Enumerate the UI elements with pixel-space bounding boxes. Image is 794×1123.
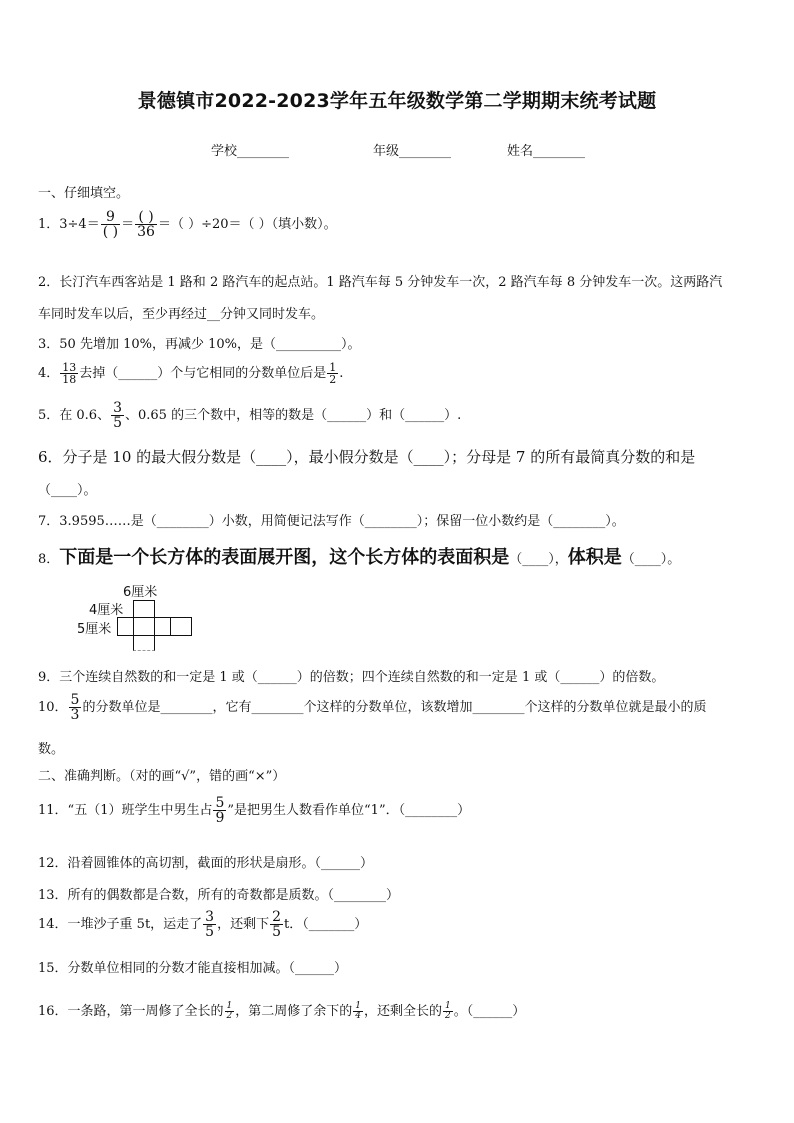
net-label-6cm: 6厘米 [123, 585, 158, 600]
q14-fraction-2: $\frac{2}{5}$ [272, 909, 282, 940]
q16-fraction-1: $\frac{1}{2}$ [226, 1001, 233, 1021]
question-6-line-1: 6．分子是 10 的最大假分数是（____），最小假分数是（____）；分母是 7 的所有最简真分数的和是 [38, 448, 696, 466]
section-1-heading: 一、仔细填空。 [38, 186, 130, 201]
q1-text-a: 1．3÷4＝ [38, 217, 100, 232]
q4-fraction: $\frac{13}{18}$ [62, 361, 77, 386]
question-11: 11．“五（1）班学生中男生占 $\frac{5}{9}$ ”是把男生人数看作单位“1”．（________） [38, 795, 471, 826]
net-label-4cm: 4厘米 [89, 603, 124, 618]
question-2-line-2: 车同时发车以后，至少再经过__分钟又同时发车。 [38, 307, 325, 322]
grade-field[interactable]: 年级________ [373, 144, 452, 159]
q11-fraction: $\frac{5}{9}$ [215, 795, 225, 826]
q5-fraction: $\frac{3}{5}$ [113, 400, 122, 431]
question-1 [38, 210, 337, 239]
question-10-line-2: 数。 [38, 742, 65, 757]
net-face-bottom [133, 635, 155, 651]
q1-text-b: ＝（ ）÷20＝（ ）（填小数）。 [157, 217, 337, 232]
q4-result-fraction: $\frac{1}{2}$ [329, 361, 337, 386]
net-face-left [117, 617, 134, 636]
section-2-heading: 二、准确判断。（对的画“√”，错的画“×”） [38, 769, 286, 784]
question-6-line-2: （____）。 [38, 483, 97, 498]
school-field[interactable]: 学校________ [211, 144, 290, 159]
question-5: 5．在 0.6、 $\frac{3}{5}$ 、0.65 的三个数中，相等的数是（______）和（______）. [38, 400, 462, 431]
q10-fraction: $\frac{5}{3}$ [70, 692, 80, 723]
q14-fraction-1: $\frac{3}{5}$ [205, 909, 215, 940]
net-face-right [154, 617, 171, 636]
question-4: 4． $\frac{13}{18}$ 去掉（______）个与它相同的分数单位后是 $\frac{1}{2}$ . [38, 361, 344, 386]
question-14: 14．一堆沙子重 5t，运走了 $\frac{3}{5}$ ，还剩下 $\frac{2}{5}$ t．（_______） [38, 909, 368, 940]
question-13: 13．所有的偶数都是合数，所有的奇数都是质数。（________） [38, 888, 400, 903]
net-face-top [133, 600, 155, 618]
q1-fraction-1: $\frac{9}{( )}$ [102, 209, 119, 240]
q16-fraction-3: $\frac{1}{2}$ [445, 1001, 451, 1021]
cuboid-net-diagram [75, 578, 205, 660]
name-field[interactable]: 姓名________ [507, 144, 586, 159]
question-12: 12．沿着圆锥体的高切割，截面的形状是扇形。（______） [38, 856, 374, 871]
question-16: 16．一条路，第一周修了全长的 $\frac{1}{2}$ ，第二周修了余下的 $\frac{1}{4}$ ，还剩全长的 $\frac{1}{2}$ 。（______） [38, 1001, 526, 1021]
question-3: 3．50 先增加 10%，再减少 10%，是（__________）。 [38, 337, 361, 352]
question-2-line-1: 2．长汀汽车西客站是 1 路和 2 路汽车的起点站。1 路汽车每 5 分钟发车一次，2 路汽车每 8 分钟发车一次。这两路汽 [38, 275, 723, 290]
net-label-5cm: 5厘米 [77, 622, 112, 637]
student-info-line [0, 140, 794, 160]
q1-fraction-2: $\frac{( )}{36}$ [137, 209, 155, 240]
net-face-back [170, 617, 192, 636]
q1-equals: ＝ [121, 217, 135, 232]
question-9: 9．三个连续自然数的和一定是 1 或（______）的倍数；四个连续自然数的和一定是 1 或（______）的倍数。 [38, 670, 665, 685]
q16-fraction-2: $\frac{1}{4}$ [355, 1001, 362, 1021]
question-15: 15．分数单位相同的分数才能直接相加减。（______） [38, 961, 348, 976]
page-title: 景德镇市2022-2023学年五年级数学第二学期期末统考试题 [137, 90, 657, 112]
net-face-front [133, 617, 155, 636]
question-10: 10． $\frac{5}{3}$ 的分数单位是________，它有________个这样的分数单位，该数增加________个这样的分数单位就是最小的质 [38, 692, 707, 723]
question-7: 7．3.9595……是（________）小数，用简便记法写作（________）；保留一位小数约是（________）。 [38, 514, 625, 529]
question-8: 8．下面是一个长方体的表面展开图，这个长方体的表面积是（____），体积是（____）。 [38, 547, 681, 568]
